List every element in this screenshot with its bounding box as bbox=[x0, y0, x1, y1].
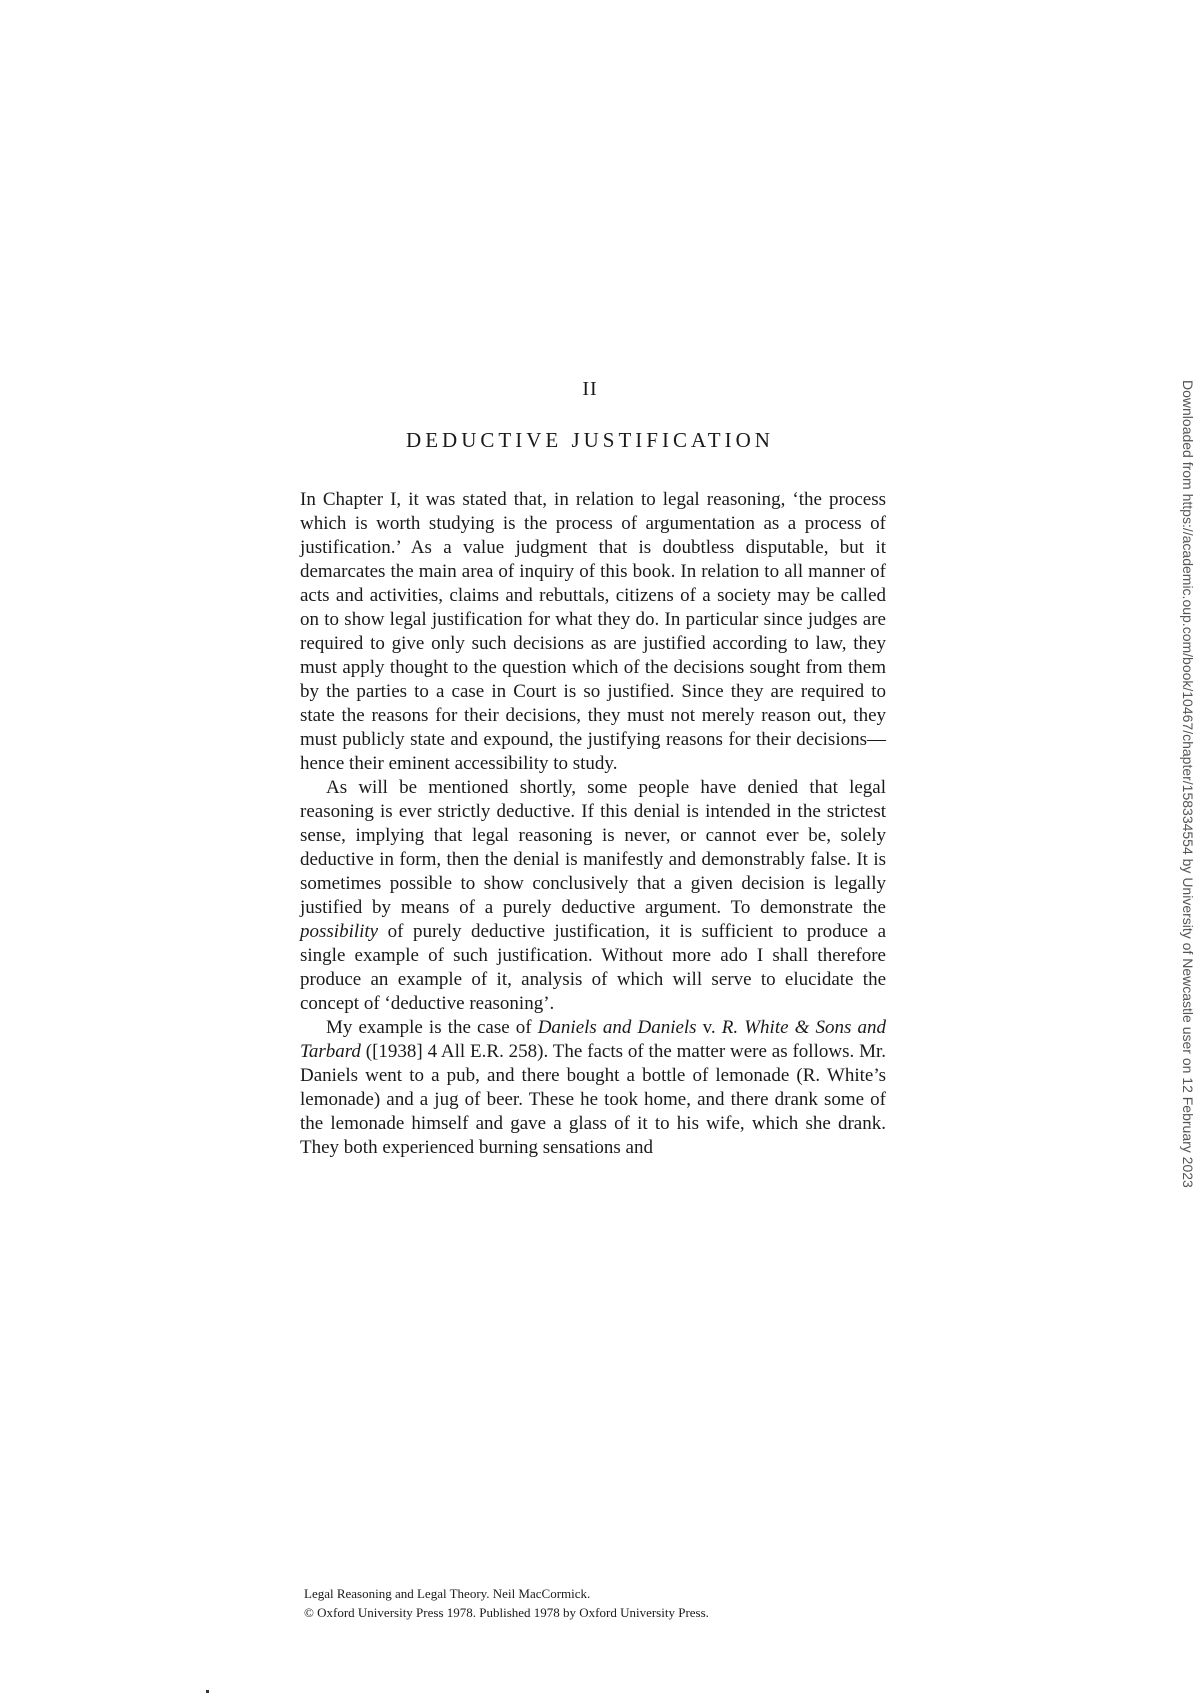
footer-book-citation: Legal Reasoning and Legal Theory. Neil MacCormick. bbox=[304, 1586, 591, 1601]
case-name-defendants: R. White & Sons and Tarbard bbox=[300, 1017, 886, 1062]
case-name-plaintiffs: Daniels and Daniels bbox=[537, 1017, 697, 1038]
chapter-number: II bbox=[582, 378, 598, 400]
chapter-title: DEDUCTIVE JUSTIFICATION bbox=[406, 428, 774, 452]
chapter-body bbox=[300, 488, 886, 1160]
download-watermark: Downloaded from https://academic.oup.com/book/10467/chapter/158334554 by University of Newcastle user on 12 February 2023 bbox=[1180, 380, 1196, 1188]
paragraph-1: In Chapter I, it was stated that, in relation to legal reasoning, ‘the process which is worth studying is the process of argumentation as a process of justification.’ As a value judgment that is doubtless disputable, but it demarcates the main area of inquiry of this book. In relation to all manner of acts and activities, claims and rebuttals, citizens of a society may be called on to show legal justification for what they do. In particular since judges are required to give only such decisions as are justified according to law, they must apply thought to the question which of the decisions sought from them by the parties to a case in Court is so justified. Since they are required to state the reasons for their decisions, they must not merely reason out, they must publicly state and expound, the justifying reasons for their decisions—hence their eminent accessibility to study. bbox=[300, 489, 886, 774]
paragraph-2-text-b: of purely deductive justification, it is sufficient to produce a single example of such justification. Without more ado I shall therefore produce an example of it, analysis of which will serve to elucidate the concept of ‘deductive reasoning’. bbox=[300, 921, 886, 1014]
paragraph-2-text-a: As will be mentioned shortly, some people have denied that legal reasoning is ever strictly deductive. If this denial is intended in the strictest sense, implying that legal reasoning is never, or cannot ever be, solely deductive in form, then the denial is manifestly and demonstrably false. It is sometimes possible to show conclusively that a given decision is legally justified by means of a purely deductive argument. To demonstrate the bbox=[300, 777, 886, 918]
paragraph-3-text-a: My example is the case of bbox=[326, 1017, 538, 1038]
paragraph-3 bbox=[300, 1016, 886, 1160]
case-versus: v. bbox=[696, 1017, 722, 1038]
scan-dot bbox=[206, 1690, 209, 1693]
paragraph-2-italic: possibility bbox=[300, 921, 379, 942]
page-footer bbox=[304, 1584, 709, 1622]
paragraph-2 bbox=[300, 776, 886, 1016]
footer-copyright: © Oxford University Press 1978. Published 1978 by Oxford University Press. bbox=[304, 1605, 709, 1620]
paragraph-3-text-b: ([1938] 4 All E.R. 258). The facts of the matter were as follows. Mr. Daniels went to a pub, and there bought a bottle of lemonade (R. White’s lemonade) and a jug of beer. These he took home, and there drank some of the lemonade himself and gave a glass of it to his wife, which she drank. They both experienced burning sensations and bbox=[300, 1041, 886, 1158]
